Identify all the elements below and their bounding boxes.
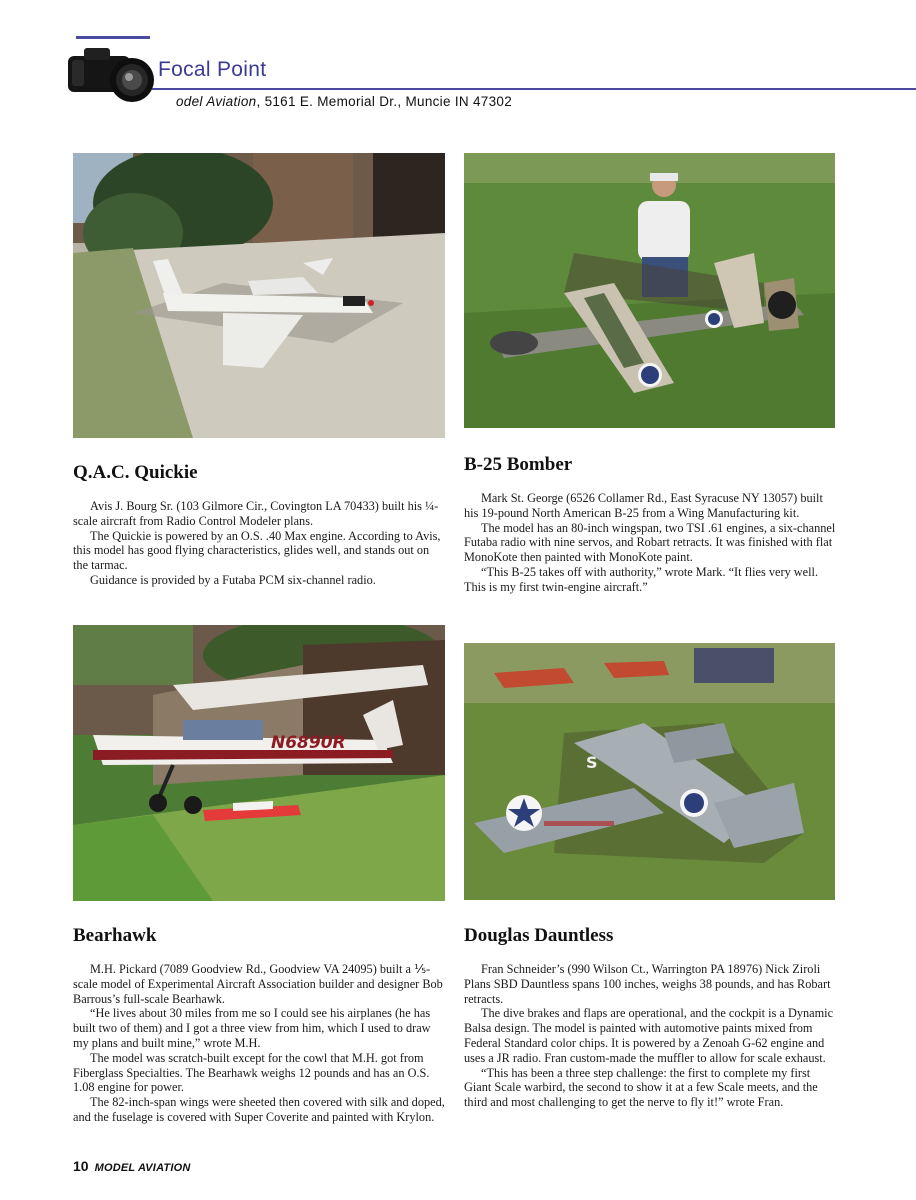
page-header xyxy=(0,0,916,130)
header-accent-line xyxy=(76,36,150,39)
article-paragraph: The dive brakes and flaps are operational, and the cockpit is a Dynamic Balsa design. The model is painted with automotive paints mixed from Federal Standard color chips. It is powered by a Zenoah G-62 engine and uses a JR radio. Fran custom-made the muffler to allow for scale exhaust. xyxy=(464,1006,834,1065)
aircraft-code-text: S xyxy=(586,753,598,772)
photo-bearhawk xyxy=(73,625,445,901)
article-bearhawk xyxy=(73,925,445,1125)
article-title: Q.A.C. Quickie xyxy=(73,462,198,483)
article-paragraph: “This has been a three step challenge: the first to complete my first Giant Scale warbird, the second to show it at a few Scale meets, and the third and most challenging to get the nerve to fly it!” wrote Fran. xyxy=(464,1065,818,1110)
article-b25-bomber xyxy=(464,454,836,595)
article-douglas-dauntless xyxy=(464,925,836,1110)
article-paragraph: The Quickie is powered by an O.S. .40 Max engine. According to Avis, this model has good flying characteristics, glides well, and stands out on the tarmac. xyxy=(73,528,441,573)
header-rule xyxy=(152,88,916,90)
article-paragraph: Avis J. Bourg Sr. (103 Gilmore Cir., Covington LA 70433) built his ¼-scale aircraft from Radio Control Modeler plans. xyxy=(73,499,439,528)
article-paragraph: The model was scratch-built except for the cowl that M.H. got from Fiberglass Specialties. The Bearhawk weighs 12 pounds and has an O.S. 1.08 engine for power. xyxy=(73,1050,430,1095)
article-title: B-25 Bomber xyxy=(464,454,573,475)
article-paragraph: M.H. Pickard (7089 Goodview Rd., Goodview VA 24095) built a ⅕-scale model of Experimental Aircraft Association builder and designer Bob Barrous’s full-scale Bearhawk. xyxy=(73,962,443,1006)
address-rest: , 5161 E. Memorial Dr., Muncie IN 47302 xyxy=(256,94,513,109)
article-title: Douglas Dauntless xyxy=(464,925,614,946)
photo-quickie xyxy=(73,153,445,438)
article-quickie xyxy=(73,462,445,588)
page-number: 10 xyxy=(73,1158,89,1174)
address-italic: odel Aviation xyxy=(176,94,257,109)
page-footer xyxy=(73,1158,190,1176)
photo-douglas-dauntless xyxy=(464,643,835,900)
article-paragraph: Mark St. George (6526 Collamer Rd., East Syracuse NY 13057) built his 19-pound North American B-25 from a Wing Manufacturing kit. xyxy=(464,491,823,520)
article-paragraph: “This B-25 takes off with authority,” wrote Mark. “It flies very well. This is my first twin-engine aircraft.” xyxy=(464,564,819,594)
article-paragraph: Guidance is provided by a Futaba PCM six-channel radio. xyxy=(90,572,376,587)
camera-icon xyxy=(66,40,160,106)
article-paragraph: The 82-inch-span wings were sheeted then covered with silk and doped, and the fuselage is covered with Super Coverite and painted with Krylon. xyxy=(73,1095,445,1124)
article-paragraph: The model has an 80-inch wingspan, two TSI .61 engines, a six-channel Futaba radio with nine servos, and Robart retracts. It was finished with flat MonoKote then painted with MonoKote paint. xyxy=(464,520,836,565)
photo-b25-bomber xyxy=(464,153,835,428)
magazine-address xyxy=(176,94,512,109)
registration-text: N6890R xyxy=(271,733,346,753)
article-paragraph: Fran Schneider’s (990 Wilson Ct., Warrington PA 18976) Nick Ziroli Plans SBD Dauntless spans 100 inches, weighs 38 pounds, and has Robart retracts. xyxy=(464,962,831,1006)
section-title: Focal Point xyxy=(158,58,267,81)
article-paragraph: “He lives about 30 miles from me so I could see his airplanes (he has built two of them) and I got a three view from him, which I used to draw my plans and built mine,” wrote M.H. xyxy=(73,1006,431,1050)
magazine-name: MODEL AVIATION xyxy=(94,1162,191,1174)
article-title: Bearhawk xyxy=(73,925,157,946)
